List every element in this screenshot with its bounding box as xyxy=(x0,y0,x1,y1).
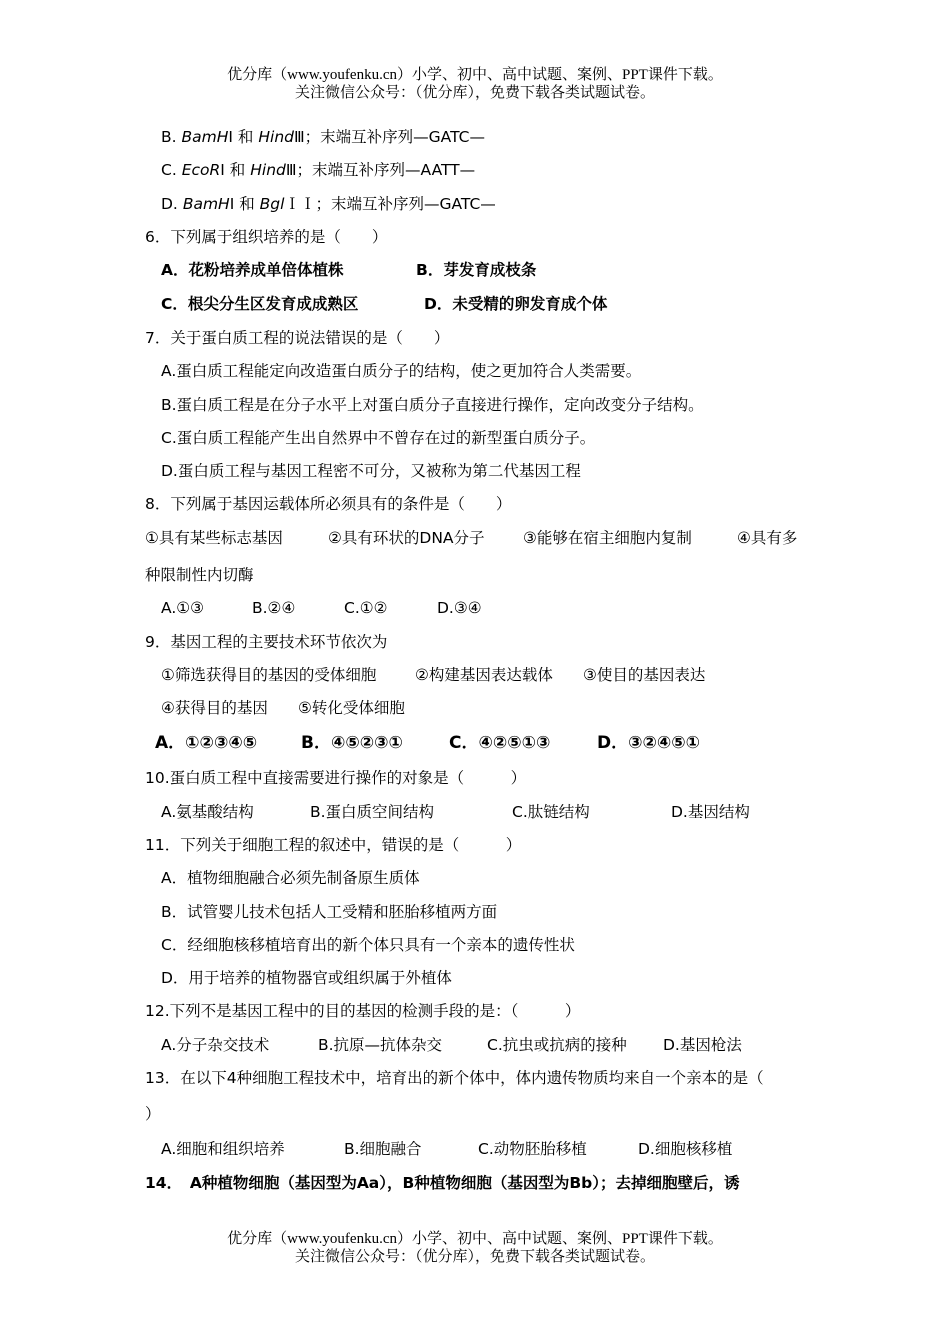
q11-option-a: A．植物细胞融合必须先制备原生质体 xyxy=(161,869,420,887)
q8-statement-4a: ④具有多 xyxy=(737,529,798,547)
q11-option-c: C．经细胞核移植培育出的新个体只具有一个亲本的遗传性状 xyxy=(161,936,575,954)
page-footer-line-1: 优分库（www.youfenku.cn）小学、初中、高中试题、案例、PPT课件下载。 xyxy=(227,1231,723,1247)
q5-option-c: C. EcoRⅠ 和 HindⅢ；末端互补序列—AATT— xyxy=(161,161,476,179)
q12-option-b: B.抗原—抗体杂交 xyxy=(318,1036,443,1054)
q9-step-4: ④获得目的基因 xyxy=(161,699,268,717)
q9-option-a: A．①②③④⑤ xyxy=(155,733,258,753)
q6-stem: 6．下列属于组织培养的是（ ） xyxy=(145,228,388,246)
q10-option-b: B.蛋白质空间结构 xyxy=(310,803,435,821)
q12-option-d: D.基因枪法 xyxy=(663,1036,742,1054)
q8-option-a: A.①③ xyxy=(161,599,205,617)
q8-stem: 8．下列属于基因运载体所必须具有的条件是（ ） xyxy=(145,495,512,513)
q6-option-d: D．未受精的卵发育成个体 xyxy=(424,295,608,313)
q8-statement-3: ③能够在宿主细胞内复制 xyxy=(523,529,692,547)
page-header-line-2: 关注微信公众号：（优分库），免费下载各类试题试卷。 xyxy=(294,85,655,101)
q10-stem: 10.蛋白质工程中直接需要进行操作的对象是（ ） xyxy=(145,769,527,787)
q8-statement-2: ②具有环状的DNA分子 xyxy=(328,529,485,547)
q12-option-a: A.分子杂交技术 xyxy=(161,1036,270,1054)
q5-option-b: B. BamHⅠ 和 HindⅢ；末端互补序列—GATC— xyxy=(161,128,485,146)
q10-option-d: D.基因结构 xyxy=(671,803,750,821)
q12-stem: 12.下列不是基因工程中的目的基因的检测手段的是：（ ） xyxy=(145,1002,581,1020)
q6-option-c: C．根尖分生区发育成成熟区 xyxy=(161,295,359,313)
q9-step-2: ②构建基因表达载体 xyxy=(415,666,553,684)
q11-stem: 11．下列关于细胞工程的叙述中，错误的是（ ） xyxy=(145,836,522,854)
q13-option-b: B.细胞融合 xyxy=(344,1140,422,1158)
q8-option-b: B.②④ xyxy=(252,599,296,617)
q9-stem: 9．基因工程的主要技术环节依次为 xyxy=(145,633,388,651)
q13-option-c: C.动物胚胎移植 xyxy=(478,1140,587,1158)
q10-option-a: A.氨基酸结构 xyxy=(161,803,254,821)
q7-option-d: D.蛋白质工程与基因工程密不可分，又被称为第二代基因工程 xyxy=(161,462,581,480)
page-header-line-1: 优分库（www.youfenku.cn）小学、初中、高中试题、案例、PPT课件下载。 xyxy=(227,67,723,83)
q8-option-c: C.①② xyxy=(344,599,388,617)
q11-option-b: B．试管婴儿技术包括人工受精和胚胎移植两方面 xyxy=(161,903,498,921)
q9-step-5: ⑤转化受体细胞 xyxy=(298,699,405,717)
q9-option-c: C．④②⑤①③ xyxy=(449,733,551,753)
q8-statement-1: ①具有某些标志基因 xyxy=(145,529,283,547)
q7-option-a: A.蛋白质工程能定向改造蛋白质分子的结构，使之更加符合人类需要。 xyxy=(161,362,642,380)
q11-option-d: D．用于培养的植物器官或组织属于外植体 xyxy=(161,969,452,987)
q9-option-d: D．③②④⑤① xyxy=(597,733,701,753)
q6-option-a: A．花粉培养成单倍体植株 xyxy=(161,261,344,279)
q12-option-c: C.抗虫或抗病的接种 xyxy=(487,1036,627,1054)
q9-step-1: ①筛选获得目的基因的受体细胞 xyxy=(161,666,377,684)
q13-option-d: D.细胞核移植 xyxy=(638,1140,733,1158)
q6-option-b: B．芽发育成枝条 xyxy=(416,261,537,279)
page-footer-line-2: 关注微信公众号：（优分库），免费下载各类试题试卷。 xyxy=(294,1249,655,1265)
q9-step-3: ③使目的基因表达 xyxy=(583,666,706,684)
q13-stem-line-1: 13．在以下4种细胞工程技术中，培育出的新个体中，体内遗传物质均来自一个亲本的是（ xyxy=(145,1069,764,1087)
q10-option-c: C.肽链结构 xyxy=(512,803,590,821)
q8-statement-4b: 种限制性内切酶 xyxy=(145,566,254,584)
q9-option-b: B．④⑤②③① xyxy=(301,733,403,753)
q5-option-d: D. BamHⅠ 和 BglＩＩ；末端互补序列—GATC— xyxy=(161,195,496,213)
q7-option-c: C.蛋白质工程能产生出自然界中不曾存在过的新型蛋白质分子。 xyxy=(161,429,596,447)
q8-option-d: D.③④ xyxy=(437,599,482,617)
q13-option-a: A.细胞和组织培养 xyxy=(161,1140,285,1158)
q7-option-b: B.蛋白质工程是在分子水平上对蛋白质分子直接进行操作，定向改变分子结构。 xyxy=(161,396,704,414)
q14-stem: 14． A种植物细胞（基因型为Aa），B种植物细胞（基因型为Bb）；去掉细胞壁后，诱 xyxy=(145,1174,740,1192)
q7-stem: 7．关于蛋白质工程的说法错误的是（ ） xyxy=(145,329,450,347)
q13-stem-line-2: ） xyxy=(145,1105,161,1123)
